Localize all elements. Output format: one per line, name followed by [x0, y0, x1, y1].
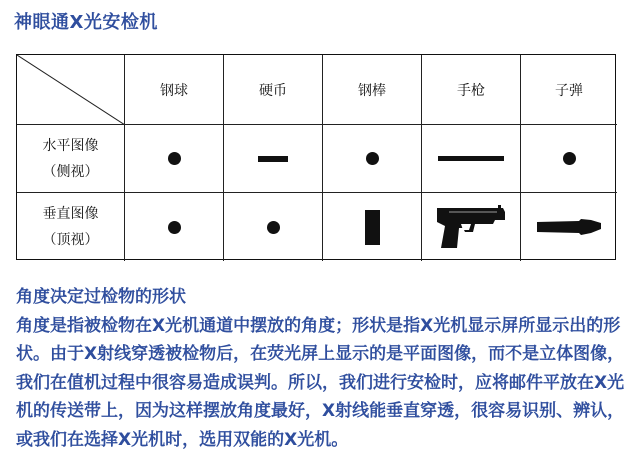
comparison-table [16, 54, 616, 260]
diagonal-line [17, 55, 125, 125]
table-cell [224, 193, 323, 261]
short-bar-icon [258, 156, 288, 162]
dot-icon [267, 221, 280, 234]
table-cell [323, 193, 422, 261]
section-heading: 角度决定过检物的形状 [16, 287, 186, 307]
table-cell [125, 125, 224, 193]
column-header-coin: 硬币 [224, 55, 323, 125]
paragraph: 角度是指被检物在X光机通道中摆放的角度；形状是指X光机显示屏所显示出的形状。由于X射线穿透被检物后，在荧光屏上显示的是平面图像，而不是立体图像，我们在值机过程中很容易造成误判。所以，我们进行安检时，应将邮件平放在X光机的传送带上，因为这样摆放角度最好，X射线能垂直穿透，很容易识别、辨认，或我们在选择X光机时，选用双能的X光机。 [16, 315, 625, 450]
vertical-bar-icon [365, 210, 380, 245]
bullet-silhouette-icon [535, 217, 603, 237]
row-label: 水平图像 [42, 137, 99, 154]
dot-icon [168, 152, 181, 165]
column-header-steel-ball: 钢球 [125, 55, 224, 125]
column-header-steel-rod: 钢棒 [323, 55, 422, 125]
table-cell [521, 193, 617, 261]
table-cell [125, 193, 224, 261]
row-header-vertical [17, 193, 125, 261]
pistol-silhouette-icon [435, 204, 507, 250]
row-label: 垂直图像 [42, 206, 99, 222]
table-corner-cell [17, 55, 125, 125]
dot-icon [168, 221, 181, 234]
row-sublabel: （顶视） [42, 232, 99, 248]
dot-icon [366, 152, 379, 165]
table-cell [224, 125, 323, 193]
column-header-bullet: 子弹 [521, 55, 617, 125]
row-header-horizontal [17, 125, 125, 193]
table-cell [422, 125, 521, 193]
body-text [16, 283, 628, 454]
long-bar-icon [438, 156, 504, 161]
table-cell [323, 125, 422, 193]
row-sublabel: （侧视） [42, 163, 99, 180]
column-header-pistol: 手枪 [422, 55, 521, 125]
table-cell [422, 193, 521, 261]
dot-icon [563, 152, 576, 165]
page-title: 神眼通X光安检机 [14, 12, 158, 33]
table-cell [521, 125, 617, 193]
